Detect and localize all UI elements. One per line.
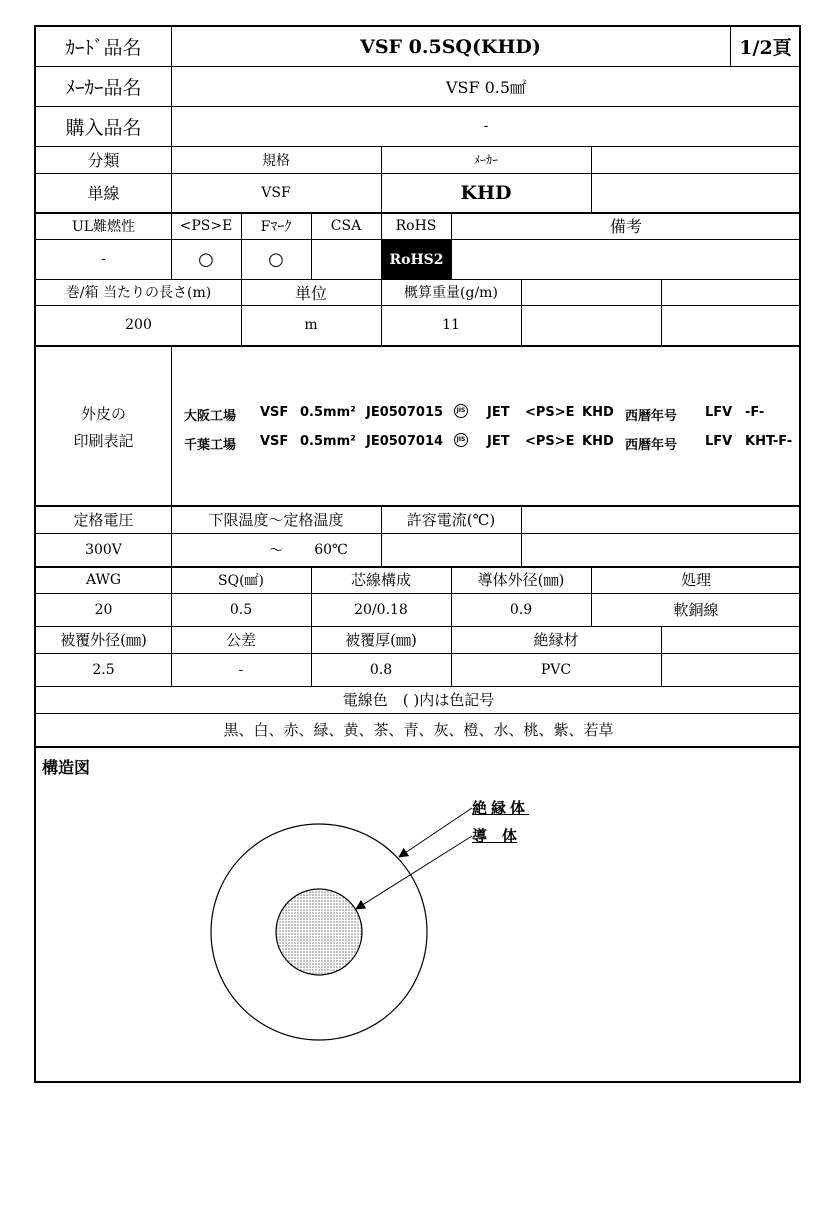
csa-header: CSA <box>330 217 362 234</box>
print-pse: <PS>E <box>525 434 575 449</box>
print-code: JE0507015 <box>366 405 444 420</box>
maker-value: KHD <box>460 181 512 204</box>
covering-thickness-header: 被覆厚(㎜) <box>345 631 417 649</box>
printing-label-line1: 外皮の <box>80 404 126 423</box>
insulation-leader-line <box>399 808 472 857</box>
insulation-material-value: PVC <box>540 661 572 678</box>
f-mark-value: ○ <box>268 248 284 270</box>
awg-value: 20 <box>94 601 113 618</box>
cable-cross-section <box>36 747 801 1083</box>
conductor-label: 導 体 <box>472 826 518 845</box>
print-jet: JET <box>487 405 510 420</box>
print-lfv: LFV <box>705 405 733 420</box>
maker-header: ﾒｰｶｰ <box>473 153 498 167</box>
core-composition-header: 芯線構成 <box>350 571 411 589</box>
weight-value: 11 <box>442 317 460 333</box>
maker-name-label: ﾒｰｶｰ品名 <box>65 76 142 99</box>
spec-sheet <box>34 25 801 1083</box>
insulation-material-header: 絶縁材 <box>533 631 579 649</box>
print-size: 0.5mm² <box>300 405 356 420</box>
jis-mark-icon: JIS <box>454 404 468 418</box>
print-year: 西暦年号 <box>625 438 678 453</box>
temperature-max: 60℃ <box>314 541 348 558</box>
length-per-roll-header: 巻/箱 当たりの長さ(m) <box>65 285 212 301</box>
conductor-od-value: 0.9 <box>509 601 533 618</box>
print-year: 西暦年号 <box>625 409 678 424</box>
treatment-value: 軟銅線 <box>673 601 719 619</box>
rated-voltage-header: 定格電圧 <box>73 510 134 529</box>
print-maker: KHD <box>582 405 614 420</box>
rated-voltage-value: 300V <box>85 541 122 558</box>
print-lfv: LFV <box>705 434 733 449</box>
unit-header: 単位 <box>294 283 327 303</box>
print-jet: JET <box>487 434 510 449</box>
covering-od-value: 2.5 <box>92 661 115 678</box>
rohs-header: RoHS <box>395 217 437 234</box>
purchase-name-value: - <box>483 118 489 134</box>
wire-color-header: 電線色 ( )内は色記号 <box>342 691 495 709</box>
ul-flame-value: - <box>101 251 106 267</box>
remarks-value <box>451 239 801 279</box>
conductor-circle <box>276 889 362 975</box>
page-number: 1/2頁 <box>739 37 792 59</box>
tolerance-header: 公差 <box>225 631 256 649</box>
maker-name-value: VSF 0.5㎟ <box>445 77 527 97</box>
unit-value: m <box>304 317 318 333</box>
temperature-range-header: 下限温度～定格温度 <box>208 510 344 529</box>
print-size: 0.5mm² <box>300 434 356 449</box>
print-factory: 大阪工場 <box>184 409 237 424</box>
standard-value: VSF <box>261 184 291 201</box>
tolerance-value: - <box>238 661 244 678</box>
awg-header: AWG <box>85 571 122 588</box>
print-suffix: KHT-F- <box>745 434 793 449</box>
core-composition-value: 20/0.18 <box>354 601 408 618</box>
print-maker: KHD <box>582 434 614 449</box>
length-per-roll-value: 200 <box>125 317 152 333</box>
sq-header: SQ(㎟) <box>218 572 264 589</box>
classification-header: 分類 <box>87 151 120 170</box>
covering-thickness-value: 0.8 <box>369 661 393 678</box>
printing-label-line2: 印刷表記 <box>73 431 134 450</box>
card-name-value: VSF 0.5SQ(KHD) <box>360 35 541 58</box>
remarks-header: 備考 <box>609 217 642 236</box>
insulation-label: 絶縁体 <box>472 798 530 817</box>
rohs-badge: RoHS2 <box>382 240 451 279</box>
card-name-label: ｶｰﾄﾞ品名 <box>65 37 142 59</box>
treatment-header: 処理 <box>680 571 711 589</box>
allowable-current-header: 許容電流(℃) <box>406 510 496 529</box>
temperature-separator: ～ <box>269 542 283 559</box>
covering-od-header: 被覆外径(㎜) <box>60 631 147 649</box>
weight-header: 概算重量(g/m) <box>404 285 498 301</box>
pse-value: ○ <box>198 248 214 270</box>
print-type: VSF <box>260 405 289 420</box>
csa-value <box>311 239 381 279</box>
pse-header: <PS>E <box>179 217 233 234</box>
print-factory: 千葉工場 <box>184 438 237 453</box>
sq-value: 0.5 <box>229 601 253 618</box>
print-type: VSF <box>260 434 289 449</box>
print-suffix: -F- <box>745 405 765 420</box>
print-pse: <PS>E <box>525 405 575 420</box>
print-code: JE0507014 <box>366 434 444 449</box>
classification-value: 単線 <box>87 184 120 203</box>
jis-mark-icon: JIS <box>454 433 468 447</box>
standard-header: 規格 <box>262 152 290 169</box>
ul-flame-header: UL難燃性 <box>71 218 136 235</box>
structure-title: 構造図 <box>42 757 91 777</box>
f-mark-header: Fﾏｰｸ <box>260 218 292 235</box>
conductor-od-header: 導体外径(㎜) <box>477 571 565 589</box>
purchase-name-label: 購入品名 <box>65 116 142 139</box>
wire-color-list: 黒、白、赤、緑、黄、茶、青、灰、橙、水、桃、紫、若草 <box>223 721 614 739</box>
